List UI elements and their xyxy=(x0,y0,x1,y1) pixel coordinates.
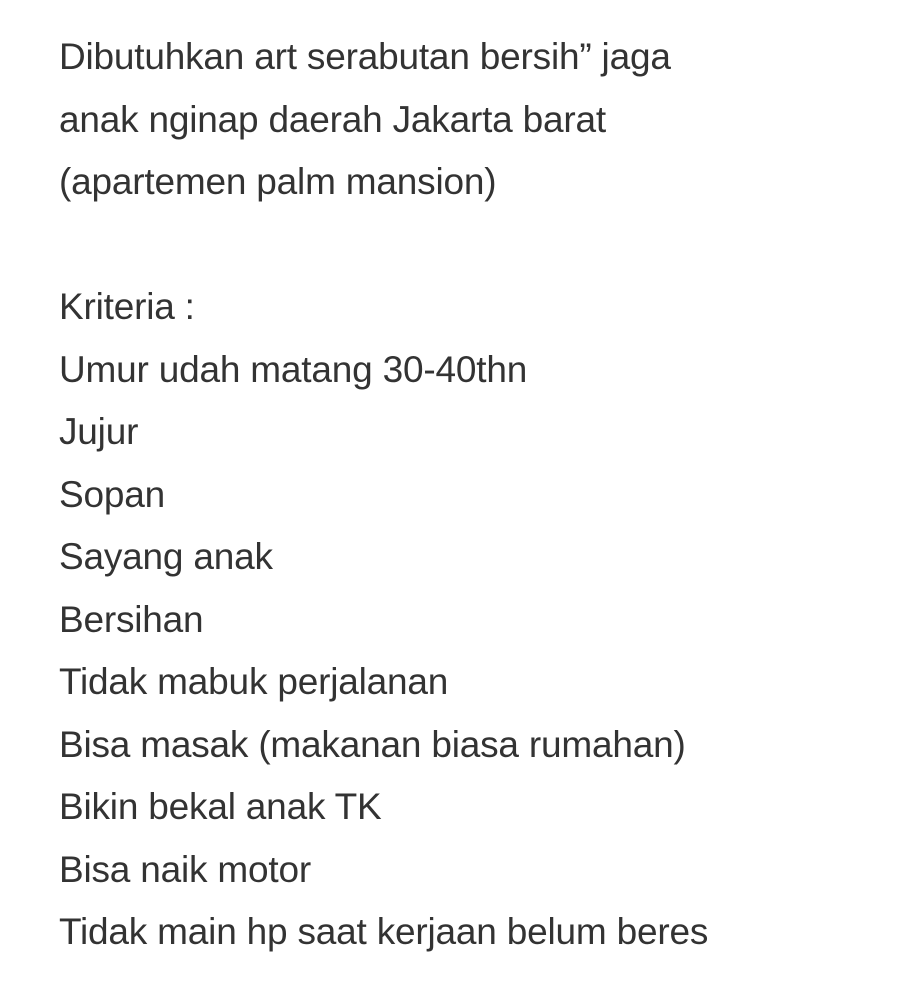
criteria-list xyxy=(59,339,884,964)
criteria-item: Umur udah matang 30-40thn xyxy=(59,348,528,390)
criteria-item: Sopan xyxy=(59,473,165,515)
criteria-heading: Kriteria : xyxy=(59,286,195,327)
blank-line xyxy=(59,214,884,277)
intro-line: (apartemen palm mansion) xyxy=(59,161,497,202)
criteria-item: Sayang anak xyxy=(59,536,273,577)
criteria-item: Tidak main hp saat kerjaan belum beres xyxy=(59,911,709,952)
intro-line: Dibutuhkan art serabutan bersih” jaga xyxy=(59,36,671,77)
criteria-item: Bisa naik motor xyxy=(59,848,311,890)
criteria-item: Bisa masak (makanan biasa rumahan) xyxy=(59,723,686,765)
job-posting-note xyxy=(59,26,884,964)
criteria-item: Bikin bekal anak TK xyxy=(59,786,382,827)
intro-line: anak nginap daerah Jakarta barat xyxy=(59,98,606,140)
criteria-item: Bersihan xyxy=(59,598,204,640)
intro-paragraph xyxy=(59,26,884,214)
criteria-item: Tidak mabuk perjalanan xyxy=(59,661,449,702)
criteria-item: Jujur xyxy=(59,411,139,452)
